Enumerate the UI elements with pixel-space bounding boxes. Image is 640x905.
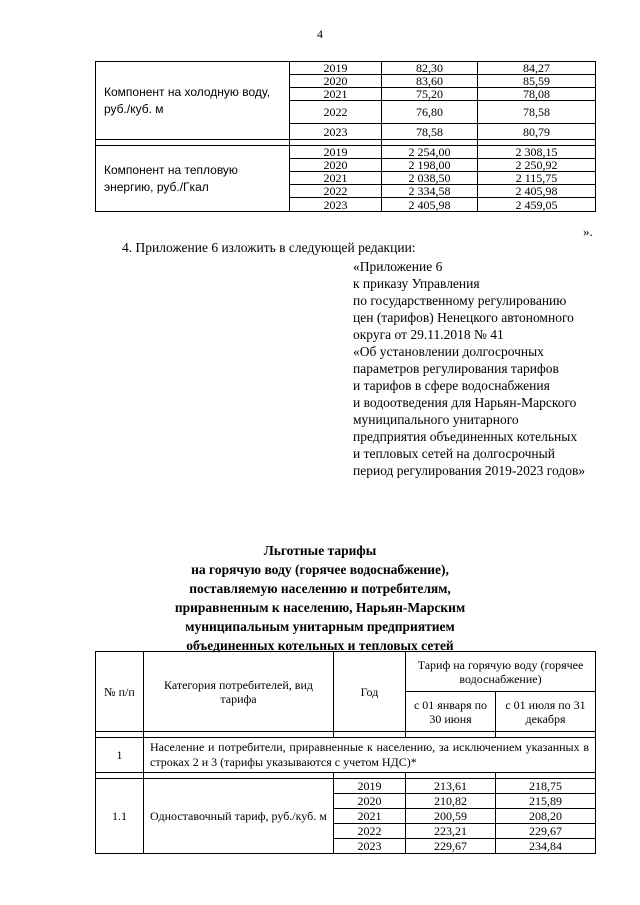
value-cell: 210,82 [406,794,496,809]
value-cell: 215,89 [496,794,596,809]
year-cell: 2019 [290,62,382,75]
year-cell: 2019 [334,779,406,794]
component-label: Компонент на холодную воду, руб./куб. м [96,62,290,140]
value-cell: 2 198,00 [382,159,478,172]
table-row [96,779,596,794]
header-tariff: Тариф на горячую воду (горячее водоснабжение) [406,652,596,692]
section-num: 1 [96,738,144,773]
appendix-line: предприятия объединенных котельных [353,429,578,444]
appendix-line: к приказу Управления [353,276,480,291]
value-cell: 234,84 [496,839,596,854]
year-cell: 2019 [290,146,382,159]
appendix-line: округа от 29.11.2018 № 41 [353,327,504,342]
value-cell: 85,59 [478,75,596,88]
value-cell: 229,67 [496,824,596,839]
value-cell: 2 038,50 [382,172,478,185]
year-cell: 2022 [334,824,406,839]
value-cell: 223,21 [406,824,496,839]
year-cell: 2022 [290,185,382,198]
value-cell: 75,20 [382,88,478,101]
appendix-line: и водоотведения для Нарьян-Марского [353,395,577,410]
appendix-line: «Приложение 6 [353,259,443,274]
year-cell: 2020 [290,159,382,172]
appendix-line: «Об установлении долгосрочных [353,344,544,359]
year-cell: 2022 [290,101,382,124]
page-number: 4 [317,27,323,41]
table-header-row [96,652,596,692]
item-label: Одноставочный тариф, руб./куб. м [144,779,334,854]
value-cell: 2 254,00 [382,146,478,159]
year-cell: 2023 [334,839,406,854]
section-description: Население и потребители, приравненные к населению, за исключением указанных в строках 2 и 3 (тарифы указываются с учетом НДС)* [144,738,596,773]
value-cell: 78,58 [382,124,478,140]
appendix-line: цен (тарифов) Ненецкого автономного [353,310,574,325]
table-row [96,146,596,159]
appendix-line: и тарифов в сфере водоснабжения [353,378,550,393]
value-cell: 78,08 [478,88,596,101]
value-cell: 229,67 [406,839,496,854]
title-line: приравненным к населению, Нарьян-Марским [174,600,466,615]
appendix-line: по государственному регулированию [353,293,567,308]
value-cell: 208,20 [496,809,596,824]
header-num: № п/п [96,652,144,732]
amendment-item-4: 4. Приложение 6 изложить в следующей редакции: [122,240,416,255]
value-cell: 84,27 [478,62,596,75]
appendix-line: период регулирования 2019-2023 годов» [353,463,586,478]
value-cell: 200,59 [406,809,496,824]
title-line: муниципальным унитарным предприятием [185,619,455,634]
table-row [96,62,596,75]
title-line: Льготные тарифы [263,543,377,558]
value-cell: 213,61 [406,779,496,794]
component-label: Компонент на тепловую энергию, руб./Гкал [96,146,290,212]
appendix-line: муниципального унитарного [353,412,519,427]
value-cell: 2 308,15 [478,146,596,159]
item-num: 1.1 [96,779,144,854]
value-cell: 83,60 [382,75,478,88]
tariffs-table [95,651,596,854]
value-cell: 76,80 [382,101,478,124]
title-line: на горячую воду (горячее водоснабжение), [191,562,449,577]
header-period-1: с 01 января по 30 июня [406,692,496,732]
year-cell: 2021 [334,809,406,824]
document-title [0,541,640,655]
value-cell: 78,58 [478,101,596,124]
value-cell: 2 405,98 [382,198,478,212]
value-cell: 82,30 [382,62,478,75]
year-cell: 2021 [290,172,382,185]
year-cell: 2023 [290,124,382,140]
year-cell: 2020 [334,794,406,809]
appendix-line: и тепловых сетей на долгосрочный [353,446,555,461]
value-cell: 2 334,58 [382,185,478,198]
value-cell: 80,79 [478,124,596,140]
components-table [95,61,596,212]
value-cell: 2 459,05 [478,198,596,212]
value-cell: 2 250,92 [478,159,596,172]
header-category: Категория потребителей, вид тарифа [144,652,334,732]
appendix-header [353,258,623,479]
closing-quote: ». [583,224,593,239]
header-period-2: с 01 июля по 31 декабря [496,692,596,732]
table-row [96,738,596,773]
value-cell: 2 405,98 [478,185,596,198]
year-cell: 2021 [290,88,382,101]
title-line: поставляемую населению и потребителям, [189,581,451,596]
year-cell: 2023 [290,198,382,212]
value-cell: 218,75 [496,779,596,794]
appendix-line: параметров регулирования тарифов [353,361,559,376]
value-cell: 2 115,75 [478,172,596,185]
year-cell: 2020 [290,75,382,88]
title-line: объединенных котельных и тепловых сетей [186,638,454,653]
header-year: Год [334,652,406,732]
